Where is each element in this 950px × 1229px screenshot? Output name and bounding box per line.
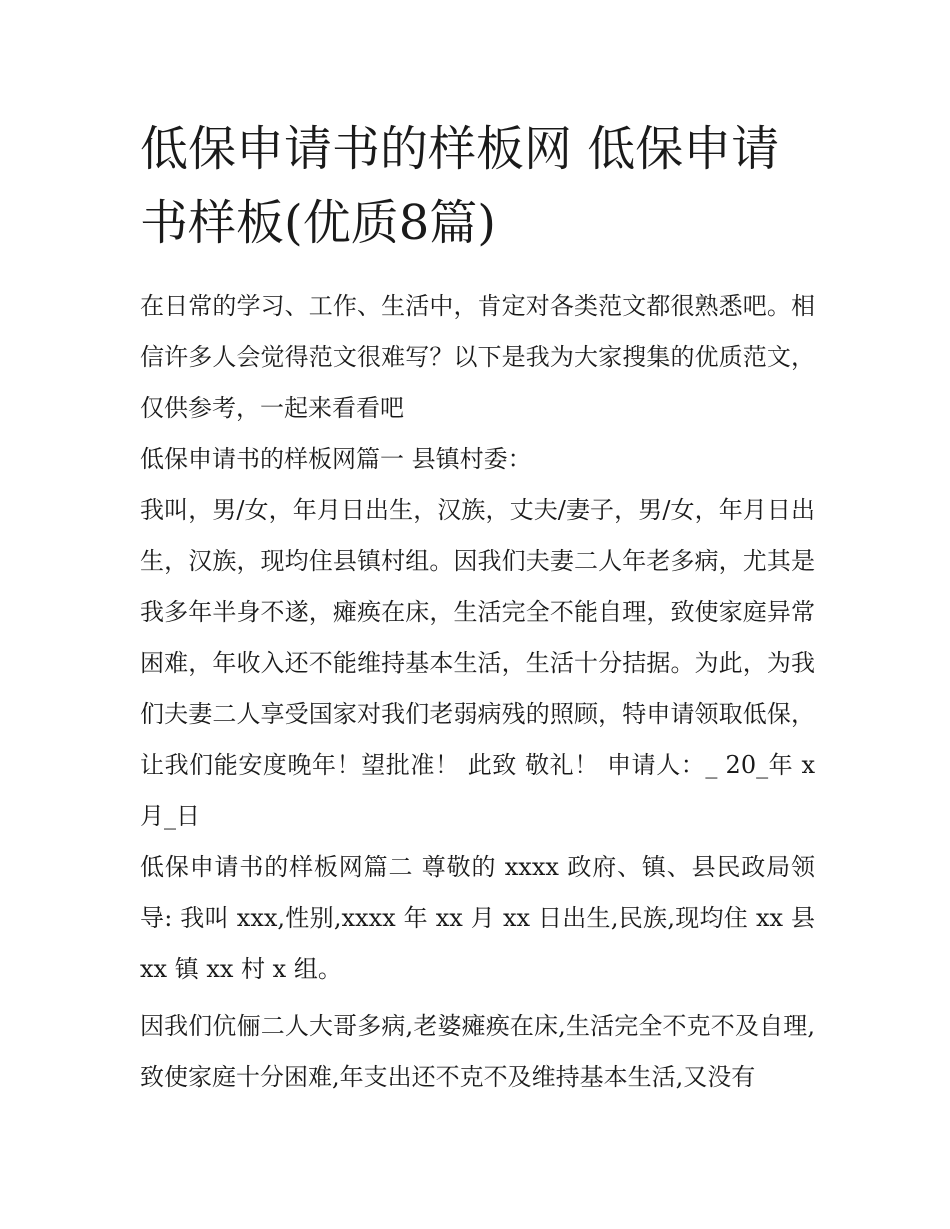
title-spacer [140,260,815,281]
section-two-body: 因我们伉俪二人大哥多病,老婆瘫痪在床,生活完全不克不及自理,致使家庭十分困难,年支出还不克不及维持基本生活,又没有 [140,1012,815,1091]
section-one-body: 我叫，男/女，年月日出生，汉族，丈夫/妻子，男/女，年月日出生，汉族，现均住县镇村组。因我们夫妻二人年老多病，尤其是我多年半身不遂，瘫痪在床，生活完全不能自理，致使家庭异常困难，年收入还不能维持基本生活，生活十分拮据。为此，为我们夫妻二人享受国家对我们老弱病残的照顾，特申请领取低保，让我们能安度晚年！望批准！ 此致 敬礼！ 申请人：_ 20_年 x 月_日 [140,496,815,830]
section-two-heading: 低保申请书的样板网篇二 尊敬的 xxxx 政府、镇、县民政局领导: 我叫 xxx,性别,xxxx 年 xx 月 xx 日出生,民族,现均住 xx 县 xx 镇 xx 村 x 组。 [140,853,815,983]
section-one-heading: 低保申请书的样板网篇一 县镇村委： [140,445,532,473]
document-page [140,112,815,1103]
intro-paragraph: 在日常的学习、工作、生活中，肯定对各类范文都很熟悉吧。相信许多人会觉得范文很难写？以下是我为大家搜集的优质范文，仅供参考，一起来看看吧 [140,292,815,422]
document-title: 低保申请书的样板网 低保申请书样板(优质8篇) [140,121,780,251]
